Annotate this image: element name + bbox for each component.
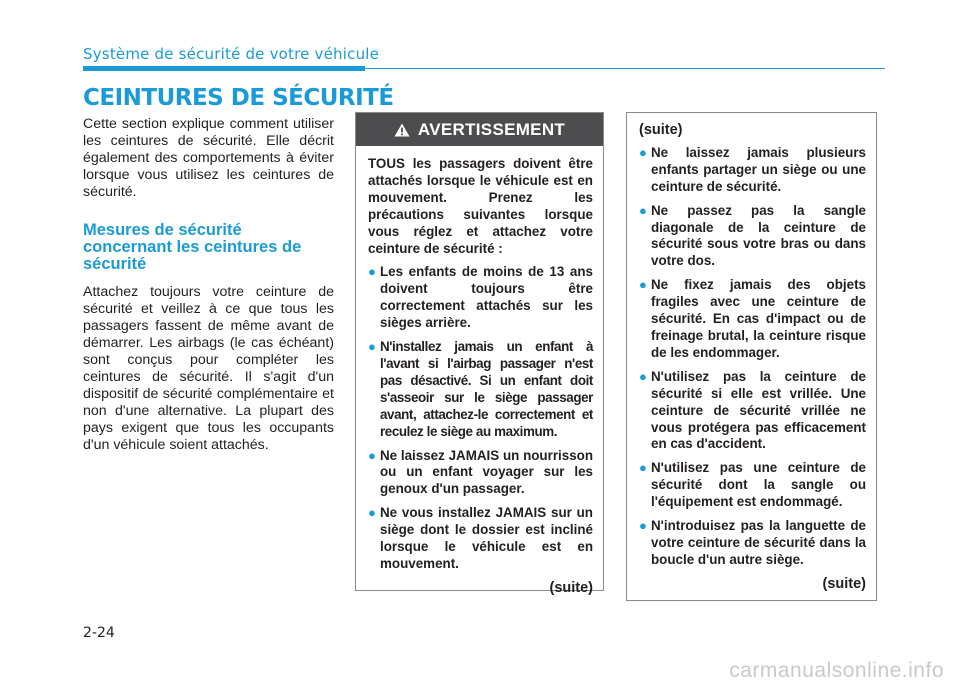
continued-label: (suite) [822,575,866,592]
list-item [639,518,866,569]
intro-paragraph: Cette section explique comment utiliser les ceintures de sécurité. Elle décrit également des comportements à éviter lorsque vous utilisez les ceintures de sécurité. [83,116,334,200]
list-item [368,505,593,573]
section-header-title: Système de sécurité de votre véhicule [83,45,380,63]
page-title: CEINTURES DE SÉCURITÉ [83,85,394,111]
list-item [368,448,593,499]
continued-label: (suite) [549,579,593,596]
bullet-icon: ● [368,447,376,463]
bullet-icon: ● [639,277,647,293]
intro-column [83,116,334,454]
list-item-text: Les enfants de moins de 13 ans doivent toujours être correctement attachés sur les sièges arrière. [380,264,593,331]
bullet-icon: ● [639,202,647,218]
continued-box [626,112,877,601]
bullet-icon: ● [639,460,647,476]
list-item [639,460,866,511]
continued-body [627,113,876,593]
bullet-icon: ● [639,368,647,384]
list-item [639,203,866,271]
list-item-text: Ne laissez jamais plusieurs enfants partager un siège ou une ceinture de sécurité. [651,144,866,194]
list-item [639,145,866,196]
bullet-icon: ● [368,505,376,521]
list-item [368,339,593,440]
list-item-text: N'utilisez pas une ceinture de sécurité dont la sangle ou l'équipement est endommagé. [651,460,866,510]
bullet-icon: ● [639,144,647,160]
list-item-text: N'installez jamais un enfant à l'avant si l'airbag passager n'est pas désactivé. Si un enfant doit s'asseoir sur le siège passager avant, attachez-le correctement et reculez le siège au maximum. [380,339,593,439]
warning-header [356,113,603,146]
header-rule [365,68,885,69]
warning-intro: TOUS les passagers doivent être attachés lorsque le véhicule est en mouvement. Prenez les précautions suivantes lorsque vous réglez et attachez votre ceinture de sécurité : [368,156,593,256]
list-item-text: Ne fixez jamais des objets fragiles avec une ceinture de sécurité. En cas d'impact ou de freinage brutal, la ceinture risque de les endommager. [651,277,866,360]
list-item-text: Ne laissez JAMAIS un nourrisson ou un enfant voyager sur les genoux d'un passager. [380,447,593,497]
bullet-icon: ● [639,518,647,534]
bullet-icon: ● [368,339,376,355]
list-item-text: N'utilisez pas la ceinture de sécurité si elle est vrillée. Une ceinture de sécurité vrillée ne vous protégera pas efficacement en cas d'accident. [651,368,866,452]
list-item [639,369,866,454]
list-item [368,264,593,332]
bullet-icon: ● [368,264,376,280]
warning-list [368,264,593,572]
page-number: 2-24 [83,625,115,641]
watermark: carmanualsonline.info [729,659,944,682]
list-item [639,277,866,362]
subheading: Mesures de sécurité concernant les ceintures de sécurité [83,221,302,273]
list-item-text: N'introduisez pas la languette de votre ceinture de sécurité dans la boucle d'un autre siège. [651,518,866,567]
warning-box [355,112,604,596]
list-item-text: Ne vous installez JAMAIS sur un siège dont le dossier est incliné lorsque le véhicule est en mouvement. [380,505,593,571]
list-item-text: Ne passez pas la sangle diagonale de la ceinture de sécurité sous votre bras ou dans votre dos. [651,202,866,269]
continued-top-label: (suite) [639,122,683,138]
header-accent-bar [83,66,365,71]
continued-list [639,145,866,569]
body-paragraph: Attachez toujours votre ceinture de sécurité et veillez à ce que tous les passagers fassent de même avant de démarrer. Les airbags (le cas échéant) sont conçus pour compléter les ceintures de sécurité. Il s'agit d'un dispositif de sécurité complémentaire et non d'une alternative. La plupart des pays exigent que tous les occupants d'un véhicule soient attachés. [83,284,334,453]
warning-header-label: AVERTISSEMENT [417,119,566,139]
warning-body [356,146,603,597]
warning-triangle-icon [394,123,410,137]
